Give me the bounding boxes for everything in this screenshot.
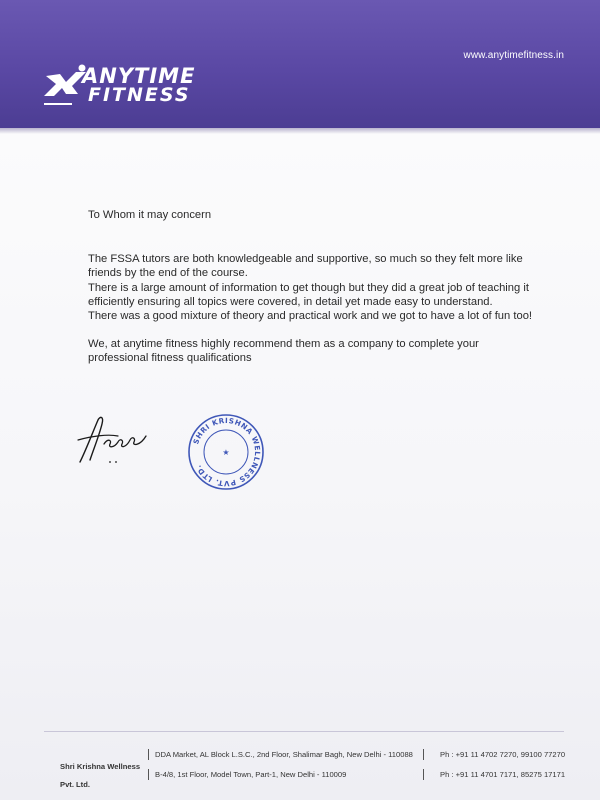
logo-wordmark-top: ANYTIME [82, 64, 196, 88]
salutation: To Whom it may concern [88, 209, 212, 221]
testimonial-sentence-2: There is a large amount of information to get though but they did a great job of teaching it efficiently ensuring all topics were covered, in detail yet made easy to understand. [88, 281, 529, 308]
anytime-fitness-logo [42, 64, 242, 112]
address-shalimar-bagh: DDA Market, AL Block L.S.C., 2nd Floor, Shalimar Bagh, New Delhi - 110088 [155, 749, 413, 759]
footer-separator [423, 749, 424, 760]
testimonial-sentence-3: There was a good mixture of theory and practical work and we got to have a lot of fun too! [88, 310, 533, 323]
footer-divider [44, 731, 564, 732]
company-name-line2: Pvt. Ltd. [60, 780, 90, 789]
recommendation-text: We, at anytime fitness highly recommend them as a company to complete your professional fitness qualifications [88, 338, 479, 365]
phone-model-town: Ph : +91 11 4701 7171, 85275 17171 [440, 769, 566, 779]
company-seal [186, 412, 266, 492]
footer-separator [423, 769, 424, 780]
svg-text:SHRI KRISHNA WELLNESS PVT. LTD: SHRI KRISHNA WELLNESS PVT. LTD. [191, 415, 263, 489]
phone-shalimar-bagh: Ph : +91 11 4702 7270, 99100 77270 [440, 749, 566, 759]
footer-separator [148, 749, 149, 760]
company-name-line1: Shri Krishna Wellness [60, 762, 141, 771]
testimonial-sentence-1: The FSSA tutors are both knowledgeable and supportive, so much so they felt more like friends by the end of the course. [88, 253, 523, 280]
footer-address-row-1 [148, 748, 565, 760]
footer-address-row-2 [148, 768, 565, 780]
handwritten-signature [72, 410, 162, 470]
letterhead-shadow [0, 128, 600, 134]
letter-body [88, 208, 538, 380]
footer-separator [148, 769, 149, 780]
recommendation-paragraph [88, 337, 538, 365]
svg-text:★: ★ [222, 448, 230, 457]
letterhead-footer [0, 738, 600, 798]
logo-wordmark-bottom: FITNESS [88, 84, 191, 106]
testimonial-paragraph [88, 252, 538, 323]
footer-company-name [60, 758, 140, 794]
address-model-town: B-4/8, 1st Floor, Model Town, Part-1, New Delhi - 110009 [155, 769, 347, 779]
website-url: www.anytimefitness.in [463, 50, 564, 61]
